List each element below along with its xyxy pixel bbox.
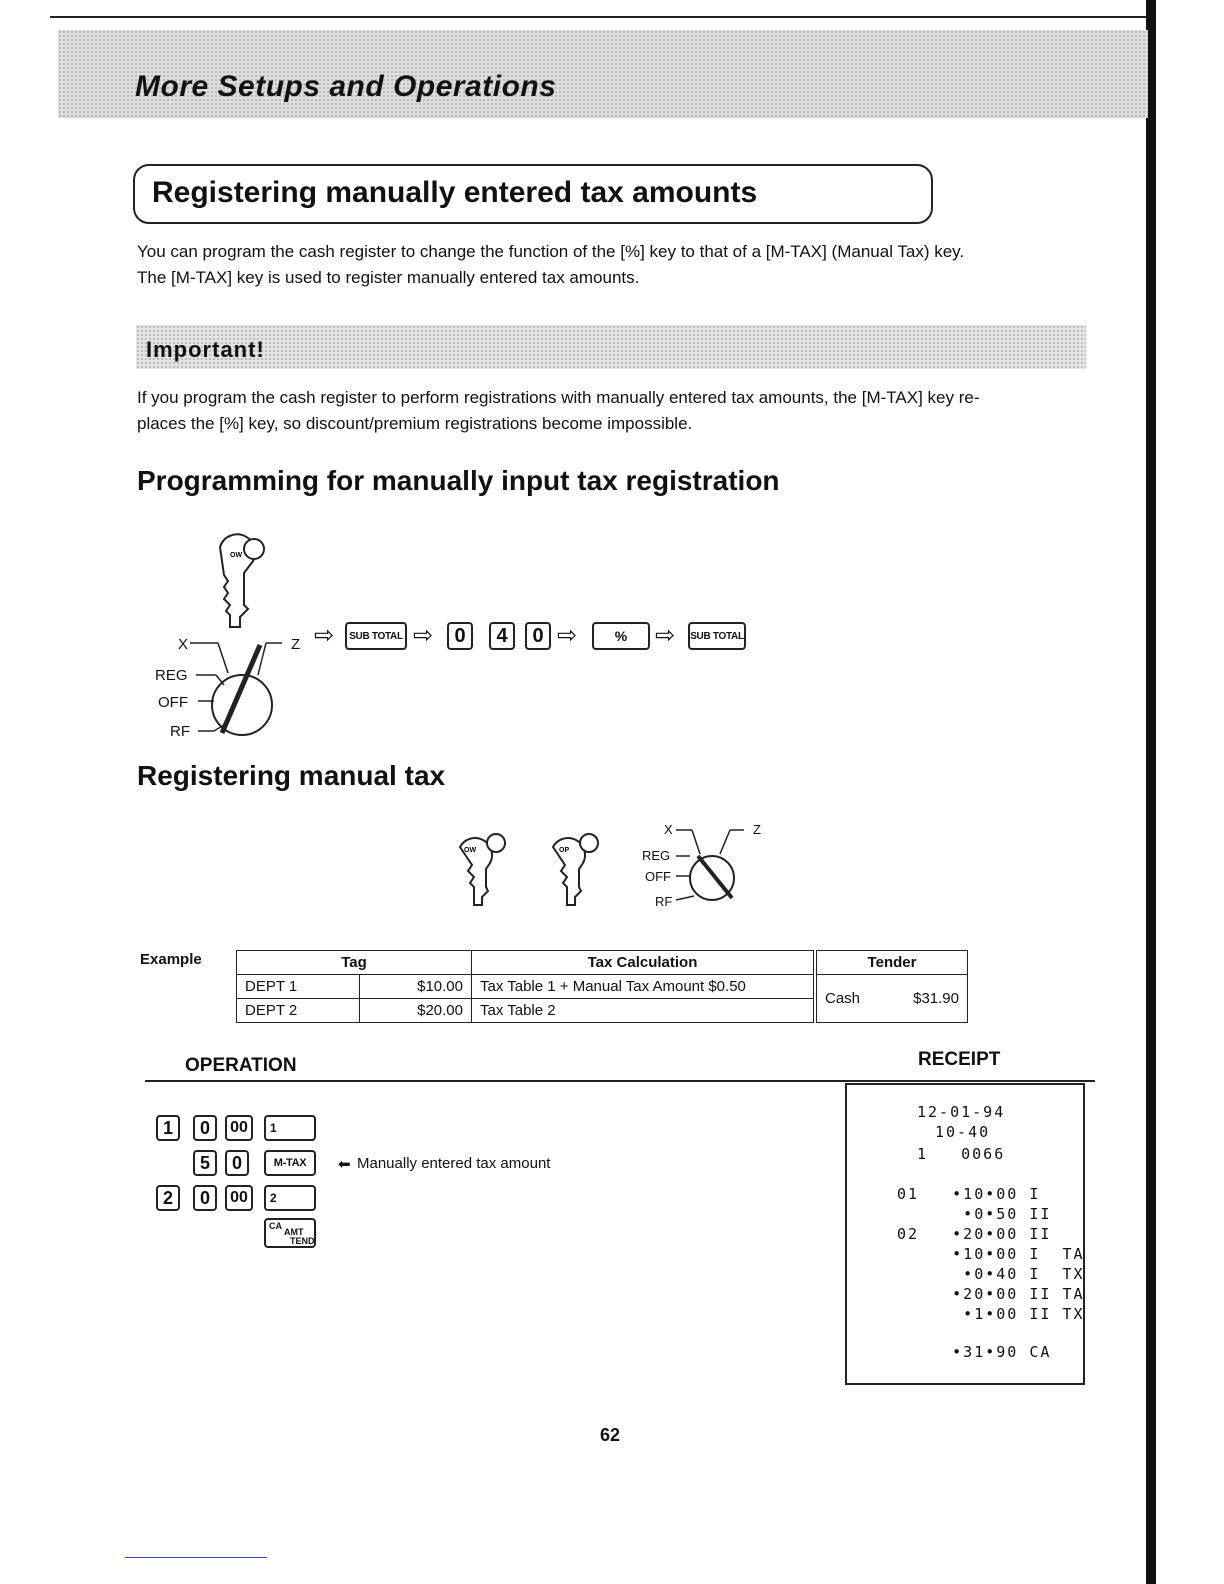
mode-rf-label: RF [170, 723, 190, 740]
percent-key[interactable]: % [592, 622, 650, 650]
mode-off-label: OFF [158, 694, 188, 711]
tax-header: Tax Calculation [472, 951, 816, 975]
dept-cell: DEPT 2 [237, 999, 360, 1023]
key-label-prog: OW [230, 552, 243, 559]
important-banner [136, 325, 1086, 369]
intro-line-1: You can program the cash register to change the function of the [%] key to that of a [M-TAX] (Manual Tax) key. [137, 242, 965, 261]
receipt-line-tax2: •1•00 II TX [897, 1305, 1085, 1323]
digit-key-5[interactable]: 5 [193, 1150, 217, 1176]
receipt-line-taxable1: •10•00 I TA [897, 1245, 1085, 1263]
arrow-icon: ⇨ [655, 622, 676, 649]
digit-key-0[interactable]: 0 [193, 1185, 217, 1211]
amount-cell: $20.00 [360, 999, 472, 1023]
operation-label: OPERATION [185, 1055, 297, 1076]
manual-tax-note: Manually entered tax amount [357, 1155, 551, 1172]
amt-label: AMT [284, 1227, 304, 1237]
key-label-ow: OW [464, 847, 477, 854]
ca-amt-tend-key[interactable] [264, 1218, 316, 1248]
subtotal-key[interactable]: SUB TOTAL [345, 622, 407, 650]
ca-label: CA [269, 1221, 282, 1231]
footer-rule [125, 1557, 267, 1558]
tender-method-cell: Cash [815, 975, 885, 1023]
section-title: Registering manually entered tax amounts [152, 176, 758, 209]
receipt-line-manual-tax: •0•50 II [897, 1205, 1052, 1223]
m-tax-key[interactable]: M-TAX [264, 1150, 316, 1176]
dept-cell: DEPT 1 [237, 975, 360, 999]
intro-line-2: The [M-TAX] key is used to register manually entered tax amounts. [137, 268, 640, 287]
subtotal-key[interactable]: SUB TOTAL [688, 622, 746, 650]
digit-key-2[interactable]: 2 [156, 1185, 180, 1211]
page-number: 62 [600, 1425, 621, 1445]
example-table [236, 950, 968, 1023]
arrow-icon: ⇨ [557, 622, 578, 649]
op-key-icon [543, 825, 613, 910]
receipt-date: 12-01-94 [917, 1103, 1006, 1121]
important-title: Important! [146, 337, 265, 362]
tender-amount-cell: $31.90 [885, 975, 967, 1023]
digit-key-1[interactable]: 1 [156, 1115, 180, 1141]
tender-header: Tender [815, 951, 968, 975]
note-arrow-icon: ⬅ [338, 1156, 351, 1173]
digit-key-00[interactable]: 00 [225, 1185, 253, 1211]
programming-heading: Programming for manually input tax registration [137, 465, 780, 496]
mode-rf-label: RF [655, 894, 673, 909]
mode-reg-label: REG [155, 667, 188, 684]
mode-reg-label: REG [642, 848, 671, 863]
mode-z-label: Z [291, 636, 301, 653]
receipt-consecutive: 1 0066 [917, 1145, 1006, 1163]
registering-heading: Registering manual tax [137, 760, 446, 791]
receipt-line-tax1: •0•40 I TX [897, 1265, 1085, 1283]
digit-key-0[interactable]: 0 [447, 622, 473, 650]
tag-header: Tag [237, 951, 472, 975]
table-row [237, 975, 968, 999]
mode-z-label: Z [753, 822, 761, 837]
example-label: Example [140, 951, 202, 968]
digit-key-0[interactable]: 0 [525, 622, 551, 650]
receipt-slip [845, 1083, 1085, 1385]
receipt-line-taxable2: •20•00 II TA [897, 1285, 1085, 1303]
receipt-line-dept1: 01 •10•00 I [897, 1185, 1041, 1203]
tend-label: TEND [290, 1236, 315, 1246]
key-label-op: OP [559, 847, 570, 854]
mode-x-label: X [178, 636, 189, 653]
banner-title: More Setups and Operations [135, 70, 557, 103]
top-rule [50, 16, 1150, 18]
mode-x-label: X [664, 822, 673, 837]
ow-key-icon [450, 825, 520, 910]
mode-off-label: OFF [645, 869, 671, 884]
digit-key-0[interactable]: 0 [225, 1150, 249, 1176]
amount-cell: $10.00 [360, 975, 472, 999]
arrow-icon: ⇨ [314, 622, 335, 649]
digit-key-0[interactable]: 0 [193, 1115, 217, 1141]
receipt-time: 10-40 [935, 1123, 991, 1141]
digit-key-4[interactable]: 4 [489, 622, 515, 650]
digit-key-00[interactable]: 00 [225, 1115, 253, 1141]
receipt-line-dept2: 02 •20•00 II [897, 1225, 1052, 1243]
important-line-1: If you program the cash register to perform registrations with manually entered tax amounts, the [M-TAX] key re- [137, 388, 980, 407]
right-edge-bar [1146, 0, 1156, 1584]
receipt-line-total: •31•90 CA [897, 1343, 1052, 1361]
tax-cell: Tax Table 2 [472, 999, 816, 1023]
dept-key-2[interactable]: 2 [264, 1185, 316, 1211]
tax-cell: Tax Table 1 + Manual Tax Amount $0.50 [472, 975, 816, 999]
arrow-icon: ⇨ [413, 622, 434, 649]
dept-key-1[interactable]: 1 [264, 1115, 316, 1141]
receipt-label: RECEIPT [918, 1049, 1001, 1070]
ow-key-icon [200, 525, 280, 635]
operation-rule [145, 1080, 1095, 1082]
important-line-2: places the [%] key, so discount/premium registrations become impossible. [137, 414, 693, 433]
